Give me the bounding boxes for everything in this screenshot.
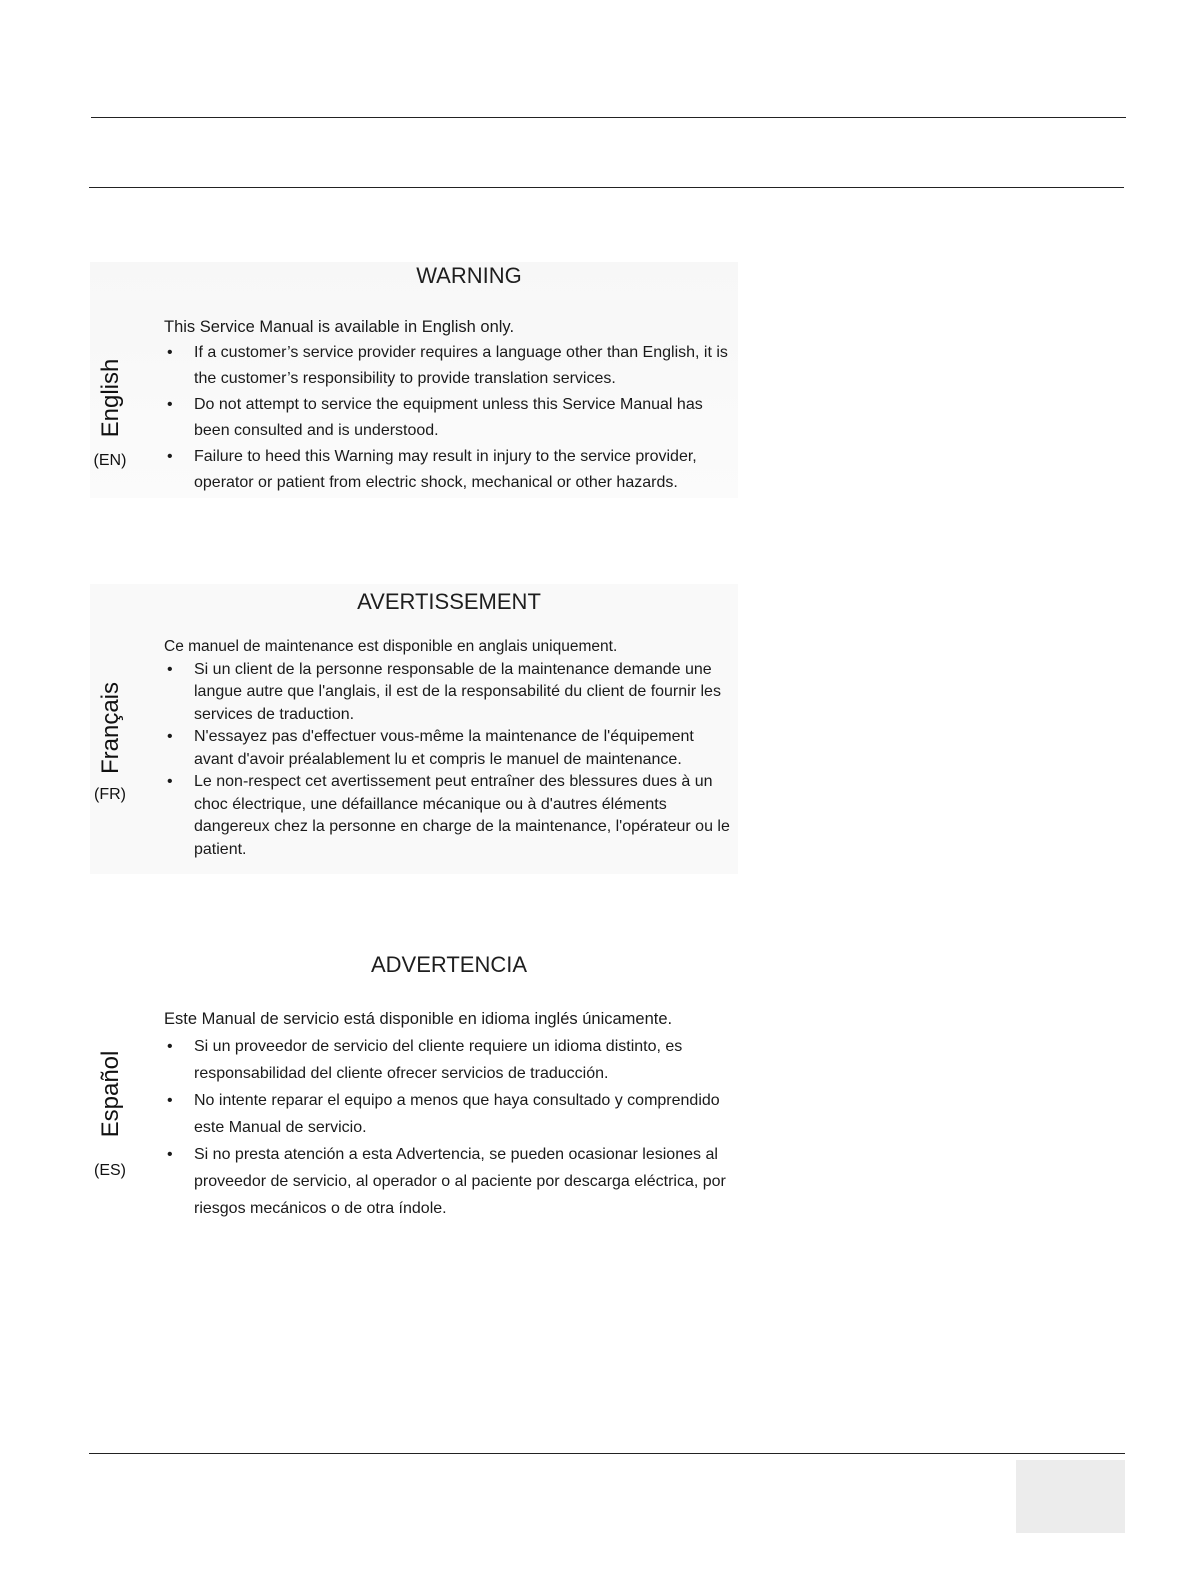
footer-rule — [89, 1453, 1125, 1454]
bullet-icon: • — [167, 1146, 173, 1163]
language-code: (EN) — [93, 452, 127, 469]
warning-content — [164, 584, 734, 861]
bullet-icon: • — [167, 396, 173, 413]
warning-content — [164, 262, 734, 496]
warning-block-spanish — [90, 948, 738, 1230]
list-item: • No intente reparar el equipo a menos que haya consultado y comprendido este Manual de servicio. — [164, 1087, 734, 1141]
warning-list — [164, 340, 734, 496]
warning-list — [164, 1033, 734, 1222]
warning-intro: Este Manual de servicio está disponible en idioma inglés únicamente. — [164, 1010, 673, 1028]
warning-list — [164, 659, 734, 862]
bullet-icon: • — [167, 1092, 173, 1109]
page-number-tab — [1016, 1460, 1125, 1533]
warning-title: WARNING — [416, 263, 522, 288]
bullet-icon: • — [167, 660, 173, 678]
header-rule-top — [91, 117, 1126, 118]
bullet-icon: • — [167, 728, 173, 745]
list-item: • N'essayez pas d'effectuer vous-même la maintenance de l'équipement avant d'avoir préalablement lu et compris le manuel de maintenance. — [167, 728, 694, 768]
language-label: Español — [97, 1050, 124, 1138]
language-code: (FR) — [94, 786, 126, 803]
warning-intro: Ce manuel de maintenance est disponible en anglais uniquement. — [164, 638, 618, 655]
warning-block-french — [90, 584, 738, 874]
list-item: • If a customer’s service provider requires a language other than English, it is the customer’s responsibility to provide translation services. — [164, 340, 734, 392]
bullet-icon: • — [167, 344, 173, 361]
language-label: English — [97, 358, 124, 438]
header-rule-bottom — [89, 187, 1124, 188]
list-item: • Si un client de la personne responsable de la maintenance demande une langue autre que l'anglais, il est de la responsabilité du client de fournir les services de traduction. — [167, 660, 721, 723]
list-item: • Do not attempt to service the equipment unless this Service Manual has been consulted and is understood. — [164, 392, 734, 444]
language-sidebar — [90, 584, 132, 874]
language-code: (ES) — [94, 1162, 126, 1179]
warning-intro: This Service Manual is available in English only. — [164, 318, 515, 336]
bullet-icon: • — [167, 448, 173, 465]
list-item: • Failure to heed this Warning may result in injury to the service provider, operator or patient from electric shock, mechanical or other hazards. — [164, 444, 734, 496]
warning-title: AVERTISSEMENT — [357, 589, 541, 614]
language-sidebar — [90, 948, 132, 1230]
list-item: • Si un proveedor de servicio del cliente requiere un idioma distinto, es responsabilidad del cliente ofrecer servicios de traducción. — [164, 1033, 734, 1087]
bullet-icon: • — [167, 1038, 173, 1055]
language-label: Français — [97, 681, 124, 775]
language-sidebar — [90, 262, 132, 498]
list-item: • Le non-respect cet avertissement peut entraîner des blessures dues à un choc électrique, une défaillance mécanique ou à d'autres éléments dangereux chez la personne en charge de la maintenance, l'opérateur ou le patient. — [167, 773, 730, 858]
warning-title: ADVERTENCIA — [370, 952, 528, 977]
warning-block-english — [90, 262, 738, 498]
bullet-icon: • — [167, 773, 173, 790]
list-item: • Si no presta atención a esta Advertencia, se pueden ocasionar lesiones al proveedor de servicio, al operador o al paciente por descarga eléctrica, por riesgos mecánicos o de otra índole. — [164, 1141, 734, 1222]
warning-content — [164, 948, 734, 1222]
